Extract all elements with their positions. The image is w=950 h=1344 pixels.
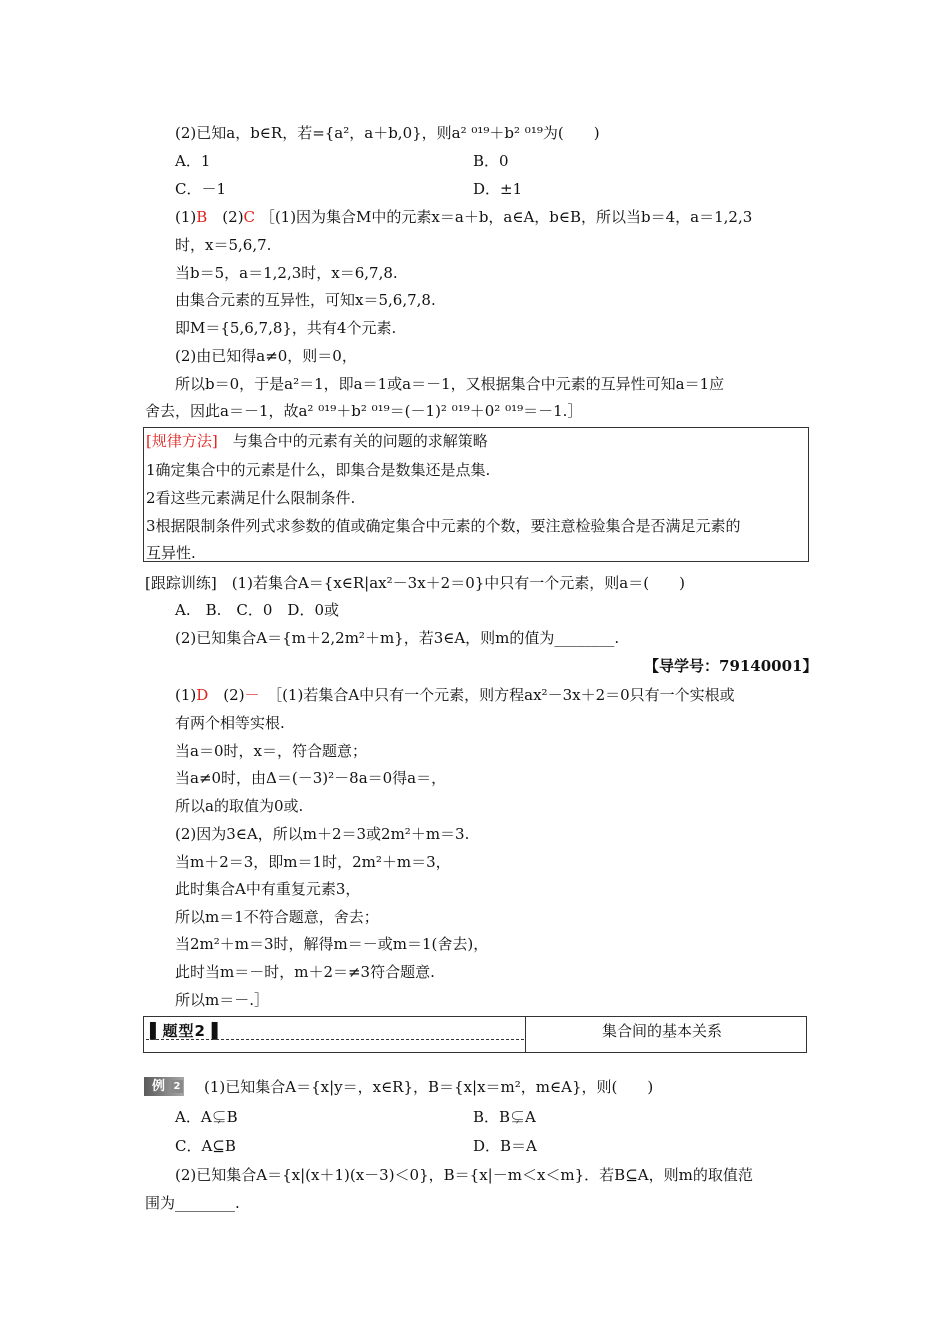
- answer-value-2: C: [243, 208, 256, 226]
- answer-line-1: [175, 207, 752, 227]
- practice-answer-label-1: (1): [175, 686, 197, 704]
- practice-answer-line-7: 当m＋2＝3，即m＝1时，2m²＋m＝3，: [175, 853, 451, 871]
- example-q2-cont: 围为________.: [145, 1194, 240, 1212]
- answer-line-2: 时，x＝5,6,7.: [175, 236, 272, 254]
- topic-header-box: [143, 1016, 807, 1053]
- practice-answer-value-1: D: [196, 686, 209, 704]
- example-option-c: C．A⊆B: [175, 1137, 236, 1155]
- method-tag: [规律方法]: [146, 432, 218, 450]
- answer-line-5: 即M＝{5,6,7,8}，共有4个元素.: [175, 319, 397, 337]
- question-2-text: (2)已知a，b∈R，若={a²，a＋b,0}，则a² ⁰¹⁹＋b² ⁰¹⁹为( ): [175, 124, 600, 142]
- answer-line-7: 所以b＝0，于是a²＝1，即a＝1或a＝－1，又根据集合中元素的互异性可知a＝1应: [175, 375, 725, 393]
- practice-answer-line-1: [175, 685, 735, 705]
- method-item-2: 2看这些元素满足什么限制条件.: [146, 489, 356, 507]
- option-d: D．±1: [473, 180, 523, 198]
- practice-answer-line-4: 当a≠0时，由Δ＝(－3)²－8a＝0得a＝，: [175, 769, 447, 787]
- practice-q2: (2)已知集合A＝{m＋2,2m²＋m}，若3∈A，则m的值为________.: [175, 629, 620, 647]
- practice-answer-explanation: ［(1)若集合A中只有一个元素，则方程ax²－3x＋2＝0只有一个实根或: [274, 686, 735, 704]
- answer-value-1: B: [196, 208, 208, 226]
- practice-answer-line-3: 当a＝0时，x＝，符合题意；: [175, 742, 367, 760]
- topic-divider: [525, 1017, 526, 1052]
- answer-line-8: 舍去，因此a＝－1，故a² ⁰¹⁹＋b² ⁰¹⁹＝(－1)² ⁰¹⁹＋0² ⁰¹⁹＝－1.］: [145, 402, 583, 420]
- example-option-d: D．B＝A: [473, 1137, 537, 1155]
- answer-label-1: (1): [175, 208, 197, 226]
- example-option-a: A．A⊊B: [175, 1108, 238, 1126]
- practice-answer-label-2: (2): [223, 686, 245, 704]
- method-item-3-cont: 互异性.: [146, 544, 196, 562]
- topic-dashed-rule: [146, 1039, 524, 1040]
- answer-line-3: 当b＝5，a＝1,2,3时，x＝6,7,8.: [175, 264, 398, 282]
- option-c: C．－1: [175, 180, 227, 198]
- example-option-b: B．B⊊A: [473, 1108, 536, 1126]
- topic-label: ▌题型2▐: [150, 1022, 219, 1040]
- practice-answer-line-10: 当2m²＋m＝3时，解得m＝－或m＝1(舍去)，: [175, 935, 489, 953]
- practice-answer-line-9: 所以m＝1不符合题意，舍去；: [175, 908, 379, 926]
- guide-number: 【导学号：79140001】: [644, 657, 818, 675]
- answer-line-4: 由集合元素的互异性，可知x＝5,6,7,8.: [175, 291, 436, 309]
- method-item-1: 1确定集合中的元素是什么，即集合是数集还是点集.: [146, 461, 491, 479]
- answer-line-6: (2)由已知得a≠0，则＝0，: [175, 347, 357, 365]
- practice-answer-line-8: 此时集合A中有重复元素3，: [175, 880, 361, 898]
- example-q1: (1)已知集合A＝{x|y＝，x∈R}，B＝{x|x＝m²，m∈A}，则( ): [204, 1078, 654, 1096]
- answer-explanation-start: ［(1)因为集合M中的元素x＝a＋b，a∈A，b∈B，所以当b＝4，a＝1,2,3: [259, 208, 753, 226]
- practice-q1: [跟踪训练] (1)若集合A＝{x∈R|ax²－3x＋2＝0}中只有一个元素，则a＝( ): [145, 574, 685, 592]
- practice-answer-line-6: (2)因为3∈A，所以m＋2＝3或2m²＋m＝3.: [175, 825, 470, 843]
- method-item-3: 3根据限制条件列式求参数的值或确定集合中元素的个数，要注意检验集合是否满足元素的: [146, 517, 741, 535]
- method-title: 与集合中的元素有关的问题的求解策略: [232, 432, 488, 450]
- example-icon-text: 例: [152, 1079, 166, 1094]
- example-icon-number: 2: [171, 1080, 183, 1093]
- topic-title: 集合间的基本关系: [602, 1022, 723, 1040]
- practice-answer-line-12: 所以m＝－.］: [175, 991, 269, 1009]
- practice-answer-line-2: 有两个相等实根.: [175, 714, 285, 732]
- practice-answer-line-5: 所以a的取值为0或.: [175, 797, 304, 815]
- option-a: A．1: [175, 152, 211, 170]
- practice-q1-options: A. B. C．0 D．0或: [175, 601, 339, 619]
- example-q2: (2)已知集合A＝{x|(x＋1)(x－3)＜0}，B＝{x|－m＜x＜m}．若B⊆A，则m的取值范: [175, 1166, 753, 1184]
- practice-answer-value-2: －: [244, 686, 260, 704]
- option-b: B．0: [473, 152, 509, 170]
- method-heading: [146, 431, 488, 451]
- answer-label-2: (2): [222, 208, 244, 226]
- practice-answer-line-11: 此时当m＝－时，m＋2＝≠3符合题意.: [175, 963, 435, 981]
- example-icon: [144, 1077, 184, 1096]
